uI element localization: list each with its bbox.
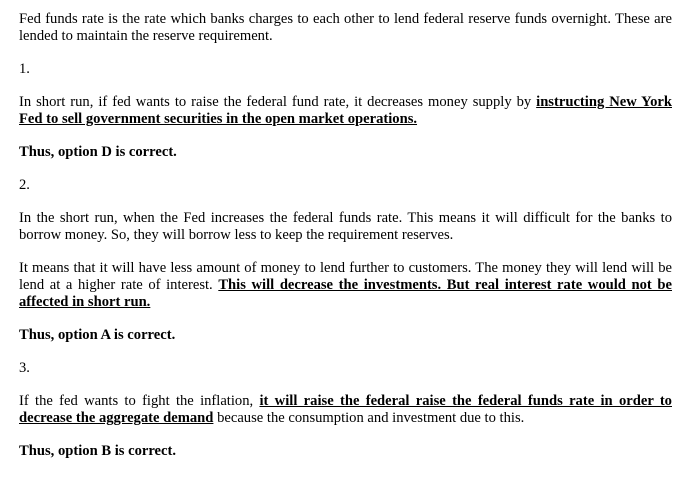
question-2-conclusion: Thus, option A is correct. [19, 327, 176, 343]
question-3-text: If the fed wants to fight the inflation, [19, 393, 260, 409]
question-3-answer [19, 393, 672, 427]
question-3-text-after: because the consumption and investment due to this. [213, 410, 525, 426]
question-2-paragraph-2 [19, 260, 672, 311]
question-2-emphasis: This will decrease the investments. But real interest rate would not be affected in short run. [19, 277, 672, 310]
question-2-text: It means that it will have less amount of money to lend further to customers. The money they will lend will be lend at a higher rate of interest. [19, 260, 672, 293]
question-3-number: 3. [19, 360, 30, 376]
question-1-conclusion: Thus, option D is correct. [19, 144, 177, 160]
question-1-emphasis: instructing New York Fed to sell government securities in the open market operations. [19, 94, 672, 127]
question-2-number: 2. [19, 177, 30, 193]
question-1-text: In short run, if fed wants to raise the federal fund rate, it decreases money supply by [19, 94, 537, 110]
question-1-number: 1. [19, 61, 30, 77]
question-3-emphasis: it will raise the federal raise the federal funds rate in order to decrease the aggregate demand [19, 393, 672, 426]
question-2-paragraph-1: In the short run, when the Fed increases the federal funds rate. This means it will difficult for the banks to borrow money. So, they will borrow less to keep the requirement reserves. [19, 210, 672, 243]
question-3-conclusion: Thus, option B is correct. [19, 443, 177, 459]
intro-paragraph: Fed funds rate is the rate which banks charges to each other to lend federal reserve funds overnight. These are lended to maintain the reserve requirement. [19, 11, 672, 44]
question-1-answer [19, 94, 672, 128]
